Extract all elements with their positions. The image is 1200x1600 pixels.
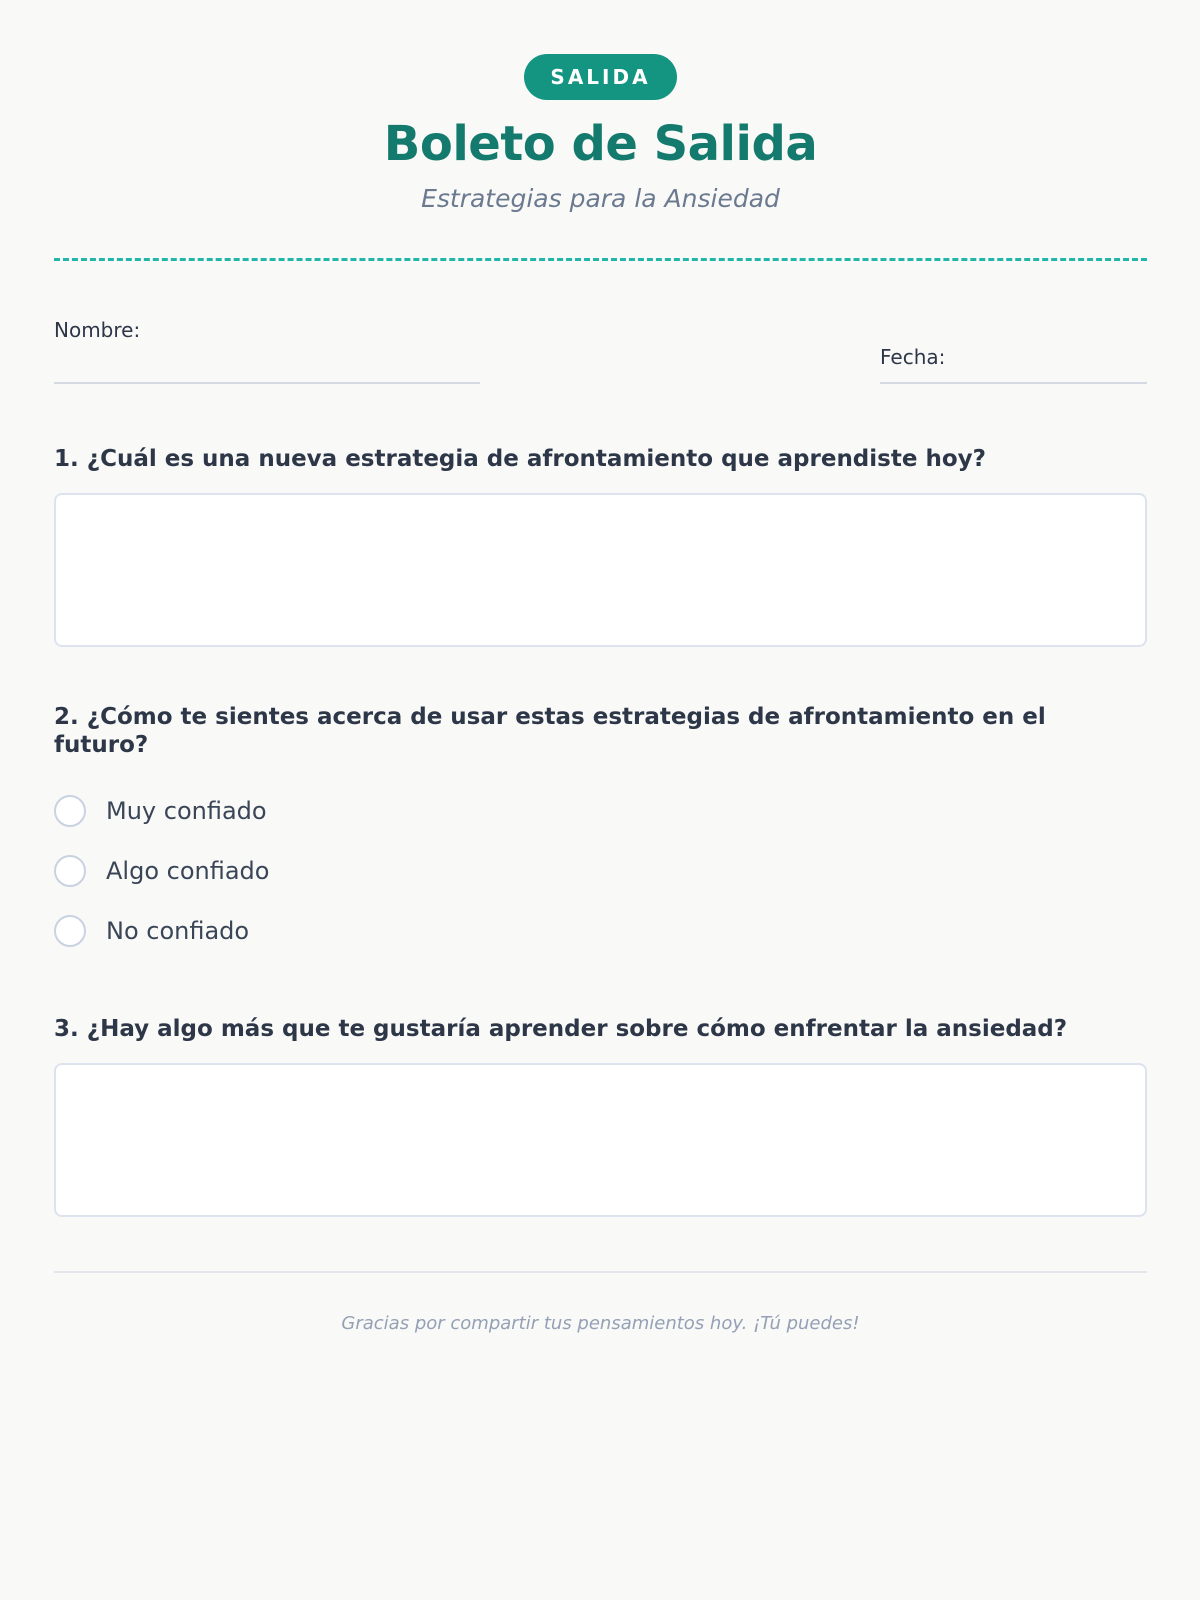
option-label: No confiado xyxy=(106,917,250,945)
radio-icon[interactable] xyxy=(54,795,86,827)
radio-icon[interactable] xyxy=(54,855,86,887)
option-label: Muy confiado xyxy=(106,797,267,825)
option-no-confiado[interactable] xyxy=(54,901,1147,961)
question-1: 1. ¿Cuál es una nueva estrategia de afrontamiento que aprendiste hoy? xyxy=(54,446,986,472)
date-field-label: Fecha: xyxy=(880,345,946,369)
footer-divider xyxy=(54,1271,1147,1273)
name-field-label: Nombre: xyxy=(54,318,141,342)
option-algo-confiado[interactable] xyxy=(54,841,1147,901)
answer-box-1[interactable] xyxy=(54,493,1147,647)
radio-icon[interactable] xyxy=(54,915,86,947)
confidence-options xyxy=(54,781,1147,961)
page-subtitle: Estrategias para la Ansiedad xyxy=(421,184,780,213)
question-3: 3. ¿Hay algo más que te gustaría aprender sobre cómo enfrentar la ansiedad? xyxy=(54,1016,1068,1042)
category-badge: SALIDA xyxy=(524,54,676,100)
option-muy-confiado[interactable] xyxy=(54,781,1147,841)
date-field[interactable] xyxy=(880,345,1147,384)
student-info-fields xyxy=(54,261,1147,385)
page-title: Boleto de Salida xyxy=(383,116,818,172)
answer-box-3[interactable] xyxy=(54,1063,1147,1217)
question-2: 2. ¿Cómo te sientes acerca de usar estas estrategias de afrontamiento en el futuro? xyxy=(54,704,1046,758)
name-field[interactable] xyxy=(54,318,480,384)
footer-message: Gracias por compartir tus pensamientos hoy. ¡Tú puedes! xyxy=(341,1313,860,1334)
header xyxy=(54,0,1147,214)
exit-ticket-page xyxy=(54,0,1147,1334)
option-label: Algo confiado xyxy=(106,857,270,885)
